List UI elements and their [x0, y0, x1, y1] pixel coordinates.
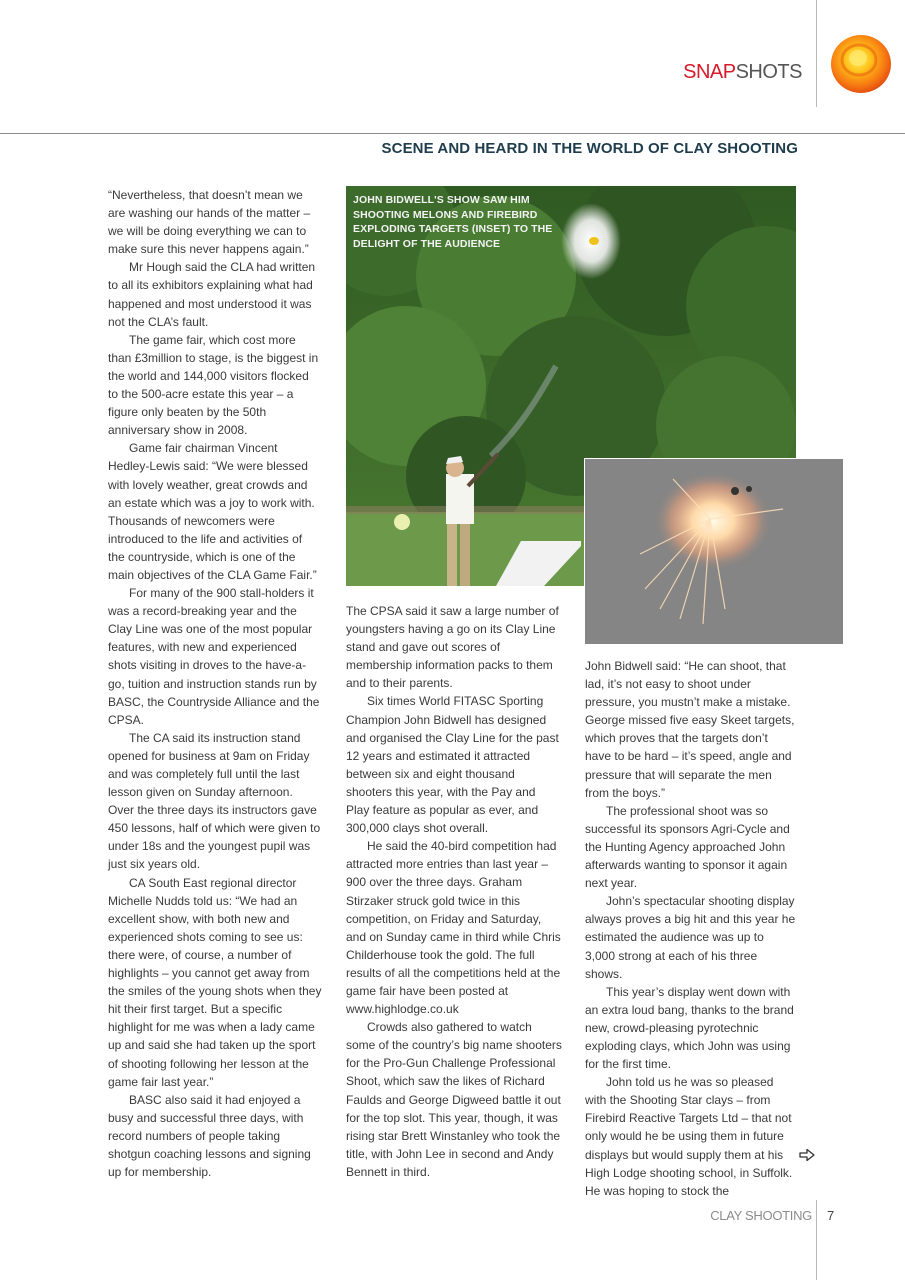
paragraph: John told us he was so pleased with the Shooting Star clays – from Firebird Reactive Targets Ltd – that not only would he be using them in future displays but would supply them at his High Lodge shooting school, in Suffolk. He was hoping to stock the — [585, 1075, 793, 1198]
page-headline: SCENE AND HEARD IN THE WORLD OF CLAY SHOOTING — [381, 140, 798, 157]
paragraph: Game fair chairman Vincent Hedley-Lewis said: “We were blessed with lovely weather, great crowds and an estate which was a joy to work with. Thousands of newcomers were introduced to the life and activities of the countryside, which is one of the main objectives of the CLA Game Fair.” — [108, 441, 317, 582]
paragraph: This year’s display went down with an extra loud bang, thanks to the brand new, crowd-pleasing pyrotechnic exploding clays, which John was using for the first time. — [585, 984, 794, 1072]
paragraph: For many of the 900 stall-holders it was a record-breaking year and the Clay Line was one of the most popular features, with new and experienced shots visiting in droves to the have-a-go, tuition and instruction stands run by BASC, the Countryside Alliance and the CPSA. — [108, 586, 320, 727]
footer-divider — [816, 1200, 817, 1280]
header-rule — [0, 133, 905, 134]
clay-target-logo-icon — [829, 33, 893, 95]
paragraph: Crowds also gathered to watch some of the country’s big name shooters for the Pro-Gun Challenge Professional Shoot, which saw the likes of Richard Faulds and George Digweed battle it out for the top slot. This year, though, it was rising star Brett Winstanley who took the title, with John Lee in second and Andy Bennett in third. — [346, 1020, 562, 1179]
paragraph: The professional shoot was so successful its sponsors Agri-Cycle and the Hunting Agency approached John afterwards wanting to sponsor it again next year. — [585, 803, 790, 891]
paragraph: John Bidwell said: “He can shoot, that lad, it’s not easy to shoot under pressure, you mustn’t make a mistake. George missed five easy Skeet targets, which proves that the targets don’t have to be hard – it’s speed, angle and pressure that will separate the men from the boys.” — [585, 659, 795, 800]
section-title — [683, 61, 802, 84]
continue-arrow-icon — [799, 1148, 815, 1162]
paragraph: Mr Hough said the CLA had written to all its exhibitors explaining what had happened and most understood it was not the CLA’s fault. — [108, 260, 316, 329]
photo-caption: JOHN BIDWELL'S SHOW SAW HIM SHOOTING MELONS AND FIREBIRD EXPLODING TARGETS (INSET) TO THE DELIGHT OF THE AUDIENCE — [353, 194, 553, 250]
paragraph: CA South East regional director Michelle Nudds told us: “We had an excellent show, with both new and experienced shots coming to see us: there were, of course, a number of highlights – you cannot get away from the smiles of the young shots when they hit their first target. But a specific highlight for me was when a lady came up and said she had taken up the sport of shooting following her lesson at the game fair last year.” — [108, 875, 322, 1089]
section-title-snap: SNAP — [683, 61, 736, 83]
paragraph: “Nevertheless, that doesn’t mean we are washing our hands of the matter – we will be doing everything we can to make sure this never happens again.” — [108, 188, 311, 257]
paragraph: John’s spectacular shooting display always proves a big hit and this year he estimated the audience was up to 3,000 strong at each of his three shows. — [585, 894, 796, 981]
paragraph: The CA said its instruction stand opened for business at 9am on Friday and was completely full until the last lesson given on Sunday afternoon. Over the three days its instructors gave 450 lessons, half of which were given to under 18s and the youngest pupil was just six years old. — [108, 730, 321, 872]
header-divider — [816, 0, 817, 107]
paragraph: He said the 40-bird competition had attracted more entries than last year – 900 over the three days. Graham Stirzaker struck gold twice in this competition, on Friday and Saturday, and on Sunday came in third while Chris Childerhouse took the gold. The full results of all the competitions held at the game fair have been posted at www.highlodge.co.uk — [346, 839, 561, 1017]
paragraph: The game fair, which cost more than £3million to stage, is the biggest in the world and 144,000 visitors flocked to the 500-acre estate this year – a figure only beaten by the 50th anniversary show in 2008. — [108, 332, 319, 438]
section-title-shots: SHOTS — [735, 61, 802, 83]
paragraph: BASC also said it had enjoyed a busy and successful three days, with record numbers of people taking shotgun coaching lessons and signing up for membership. — [108, 1092, 311, 1180]
paragraph: The CPSA said it saw a large number of youngsters having a go on its Clay Line stand and gave out scores of membership information packs to them and to their parents. — [346, 604, 559, 691]
page-number: 7 — [827, 1208, 835, 1223]
article-column-3 — [585, 657, 797, 1200]
exploding-target-inset-photo — [584, 458, 844, 645]
article-column-1 — [108, 186, 322, 1181]
article-column-2 — [346, 602, 562, 1181]
paragraph: Six times World FITASC Sporting Champion John Bidwell has designed and organised the Clay Line for the past 12 years and estimated it attracted between six and eight thousand shooters this year, with the Pay and Play feature as popular as ever, and 300,000 clays shot overall. — [346, 694, 559, 836]
publication-name: CLAY SHOOTING — [710, 1208, 812, 1223]
